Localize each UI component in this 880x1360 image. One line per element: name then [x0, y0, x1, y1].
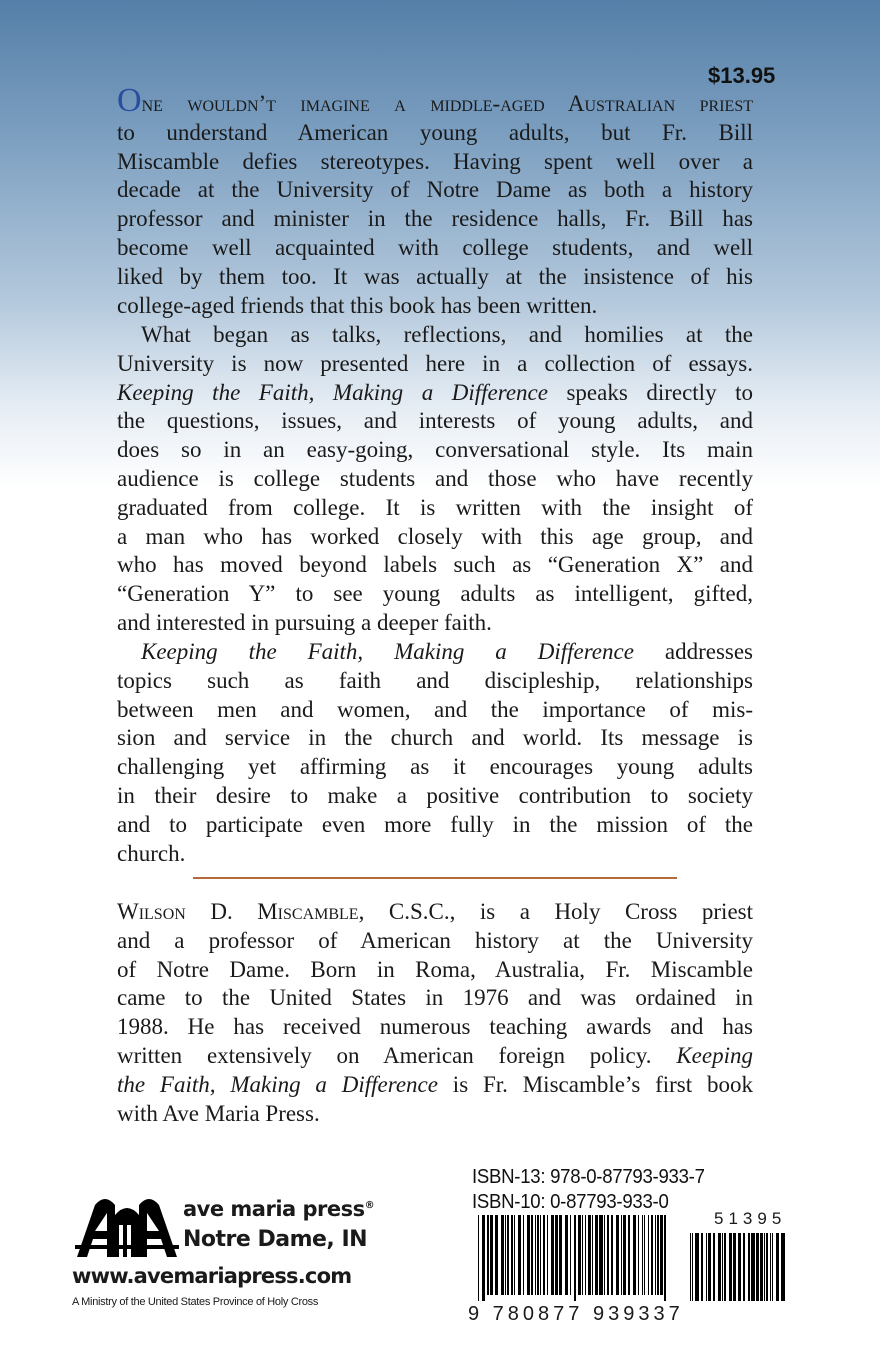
text-segment: is Fr. Miscamble’s first book — [437, 1071, 753, 1097]
ave-maria-press-logo-icon — [75, 1195, 179, 1259]
text-segment: written extensively on American foreign policy. — [117, 1042, 677, 1068]
barcode-bar — [690, 1233, 691, 1301]
barcode-bar — [523, 1215, 524, 1295]
text-segment: professor and minister in the residence halls, Fr. Bill has — [117, 206, 753, 232]
barcode-bar — [764, 1233, 765, 1301]
text-line — [117, 984, 753, 1013]
text-line — [117, 523, 753, 552]
barcode-bar — [638, 1215, 639, 1295]
text-line — [117, 82, 753, 119]
book-title-italic: the Faith, Making a Difference — [117, 1071, 438, 1097]
text-segment: topics such as faith and discipleship, relationships — [117, 667, 753, 693]
barcode-bar — [713, 1233, 715, 1301]
text-segment: sion and service in the church and world. Its message is — [117, 725, 753, 751]
text-line — [117, 379, 753, 408]
barcode-bar — [578, 1215, 581, 1295]
barcode-bar — [495, 1215, 498, 1295]
text-segment: graduated from college. It is written with the insight of — [117, 494, 753, 520]
text-line — [117, 234, 753, 263]
barcode-bar — [657, 1215, 659, 1295]
barcode-bar — [611, 1215, 613, 1295]
text-segment: audience is college students and those who have recently — [117, 465, 753, 491]
text-segment: and interested in pursuing a deeper faith. — [117, 609, 492, 635]
barcode-bar — [633, 1215, 636, 1295]
barcode-bar — [582, 1215, 583, 1295]
text-line — [117, 898, 753, 927]
text-segment: the questions, issues, and interests of young adults, and — [117, 408, 753, 434]
barcode-bar — [592, 1215, 593, 1295]
barcode-bar — [748, 1233, 750, 1301]
text-line — [117, 350, 753, 379]
barcode-bar — [507, 1215, 509, 1295]
intro-paragraph — [117, 82, 753, 320]
text-line — [117, 436, 753, 465]
barcode-bar — [660, 1215, 663, 1295]
text-line — [117, 176, 753, 205]
isbn-10: ISBN-10: 0-87793-933-0 — [472, 1191, 669, 1213]
barcode-bar — [776, 1233, 779, 1301]
text-line — [117, 205, 753, 234]
barcode-bar — [616, 1215, 619, 1295]
text-line — [117, 1100, 753, 1129]
text-segment: 1988. He has received numerous teaching awards and has — [117, 1014, 753, 1040]
barcode-bar — [482, 1215, 485, 1301]
barcode-bar — [701, 1233, 703, 1301]
publisher-name-text: ave maria press — [183, 1197, 365, 1221]
publisher-website: www.avemariapress.com — [72, 1264, 352, 1288]
text-line — [117, 956, 753, 985]
text-segment: ne wouldn’t imagine a middle-aged Australian priest — [141, 91, 753, 116]
publisher-location: Notre Dame, IN — [183, 1227, 368, 1252]
text-segment: and a professor of American history at the University — [117, 927, 753, 953]
barcode-bar — [595, 1215, 598, 1295]
text-segment: speaks directly to — [547, 379, 753, 405]
drop-cap: O — [117, 82, 142, 119]
text-line — [117, 494, 753, 523]
text-segment: Miscamble defies stereotypes. Having spent well over a — [117, 148, 753, 174]
text-line — [117, 465, 753, 494]
text-line — [117, 1042, 753, 1071]
barcode-bar — [527, 1215, 530, 1295]
text-segment: What began as talks, reflections, and homilies at the — [141, 322, 753, 347]
text-segment: church. — [117, 840, 186, 866]
barcode-bar — [543, 1215, 545, 1295]
book-title-italic: Keeping the Faith, Making a Difference — [117, 379, 548, 405]
text-line — [117, 609, 753, 638]
book-title-italic: Keeping the Faith, Making a Difference — [141, 639, 634, 664]
barcode-bar — [760, 1233, 763, 1301]
barcode-bar — [708, 1233, 711, 1301]
text-line — [117, 321, 753, 350]
barcode-bar — [511, 1215, 513, 1295]
barcode-bar — [514, 1215, 515, 1295]
text-segment: to understand American young adults, but Fr. Bill — [117, 119, 753, 145]
text-segment: Wilson D. Miscamble, C.S.C., — [117, 899, 456, 924]
barcode-bar — [540, 1215, 541, 1295]
text-line — [117, 1013, 753, 1042]
text-segment: addresses — [633, 639, 754, 664]
barcode-bar — [501, 1215, 504, 1295]
barcode-bar — [706, 1233, 707, 1301]
collection-paragraph — [117, 321, 753, 638]
barcode-bar — [751, 1233, 755, 1301]
publisher-name — [183, 1197, 374, 1221]
barcode-bar — [535, 1215, 536, 1295]
barcode-bar — [729, 1233, 732, 1301]
text-line — [117, 753, 753, 782]
text-segment: “Generation Y” to see young adults as intelligent, gifted, — [117, 581, 753, 607]
barcode-bar — [607, 1215, 609, 1295]
barcode-bar — [555, 1215, 558, 1295]
addon-digits: 51395 — [714, 1209, 787, 1228]
text-line — [117, 580, 753, 609]
barcode-bar — [644, 1215, 645, 1295]
text-segment: college-aged friends that this book has been written. — [117, 292, 598, 318]
text-line — [117, 696, 753, 725]
text-line — [117, 407, 753, 436]
section-divider — [193, 877, 677, 879]
barcode-bar — [664, 1215, 666, 1301]
barcode-bar — [770, 1233, 771, 1301]
text-line — [117, 292, 753, 321]
barcode-bar — [537, 1215, 539, 1295]
text-line — [117, 724, 753, 753]
text-line — [117, 782, 753, 811]
text-segment: of Notre Dame. Born in Roma, Australia, Fr. Miscamble — [117, 956, 753, 982]
barcode-bar — [565, 1215, 568, 1295]
barcode-bar — [718, 1233, 721, 1301]
barcode-bar — [585, 1215, 586, 1295]
barcode-bar — [551, 1215, 554, 1295]
text-segment: between men and women, and the importance of mis- — [117, 696, 753, 722]
text-segment: does so in an easy-going, conversational style. Its main — [117, 437, 753, 463]
barcode-bar — [724, 1233, 726, 1301]
registered-mark: ® — [364, 1200, 375, 1211]
barcode-bar — [648, 1215, 649, 1295]
text-segment: challenging yet affirming as it encourages young adults — [117, 754, 753, 780]
text-segment: decade at the University of Notre Dame as both a history — [117, 177, 753, 203]
barcode-bar — [559, 1215, 562, 1295]
barcode-bar — [642, 1215, 643, 1295]
barcode-bar — [628, 1215, 630, 1295]
author-bio-paragraph — [117, 898, 753, 1128]
text-segment: liked by them too. It was actually at the insistence of his — [117, 263, 753, 289]
barcode-bar — [599, 1215, 603, 1295]
text-line — [117, 148, 753, 177]
barcode-bar — [505, 1215, 506, 1295]
text-line — [117, 811, 753, 840]
barcode-bar — [490, 1215, 493, 1295]
barcode-bar — [738, 1233, 741, 1301]
text-line — [117, 667, 753, 696]
text-line — [117, 551, 753, 580]
text-segment: University is now presented here in a collection of essays. — [117, 350, 753, 376]
price-label: $13.95 — [708, 63, 776, 88]
book-title-italic: Keeping — [676, 1042, 753, 1068]
text-segment: and to participate even more fully in the mission of the — [117, 811, 753, 837]
barcode-bar — [574, 1215, 576, 1301]
barcode-bar — [570, 1215, 571, 1295]
text-line — [117, 840, 753, 869]
text-line — [117, 927, 753, 956]
text-segment: become well acquainted with college students, and well — [117, 234, 753, 260]
barcode-bar — [722, 1233, 723, 1301]
text-segment: is a Holy Cross priest — [455, 899, 753, 924]
barcode-bar — [743, 1233, 745, 1301]
text-segment: who has moved beyond labels such as “Generation X” and — [117, 552, 753, 578]
text-line — [117, 119, 753, 148]
barcode — [468, 1209, 800, 1335]
text-line — [117, 1071, 753, 1100]
barcode-bar — [756, 1233, 759, 1301]
text-line — [117, 638, 753, 667]
barcode-bar — [623, 1215, 626, 1295]
isbn-13: ISBN-13: 978-0-87793-933-7 — [472, 1166, 705, 1188]
text-segment: a man who has worked closely with this age group, and — [117, 523, 753, 549]
barcode-bar — [518, 1215, 521, 1295]
barcode-bar — [766, 1233, 768, 1301]
barcode-bar — [655, 1215, 656, 1295]
barcode-bar — [531, 1215, 533, 1295]
text-segment: in their desire to make a positive contribution to society — [117, 782, 753, 808]
barcode-bar — [478, 1215, 479, 1301]
barcode-bar — [733, 1233, 736, 1301]
barcode-bar — [621, 1215, 622, 1295]
barcode-bar — [781, 1233, 785, 1301]
barcode-bar — [772, 1233, 773, 1301]
publisher-logo — [72, 1195, 375, 1315]
barcode-bar — [604, 1215, 605, 1295]
topics-paragraph — [117, 638, 753, 868]
barcode-bar — [651, 1215, 653, 1295]
barcode-bar — [487, 1215, 489, 1295]
barcode-bar — [588, 1215, 591, 1295]
publisher-tagline: A Ministry of the United States Province of Holy Cross — [72, 1296, 319, 1308]
text-line — [117, 263, 753, 292]
text-segment: with Ave Maria Press. — [117, 1100, 320, 1126]
barcode-digits: 9 780877 939337 — [468, 1303, 684, 1325]
text-segment: came to the United States in 1976 and was ordained in — [117, 985, 753, 1011]
barcode-bar — [547, 1215, 548, 1295]
barcode-bar — [692, 1233, 693, 1301]
barcode-bar — [695, 1233, 699, 1301]
